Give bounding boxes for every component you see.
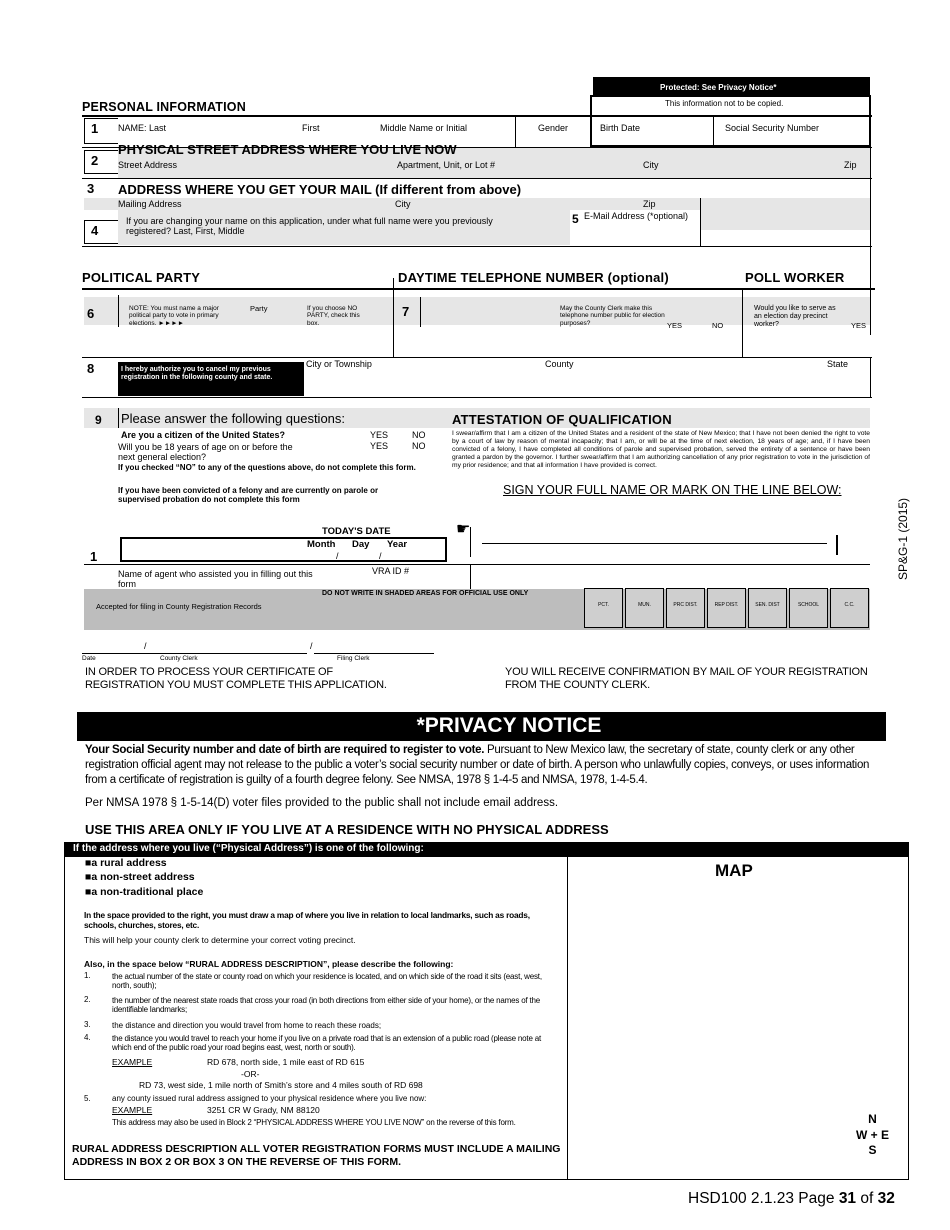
clerk-sep: / bbox=[310, 641, 313, 651]
shaded-area bbox=[701, 210, 870, 230]
item-num: 4. bbox=[84, 1033, 91, 1042]
item-2: the number of the nearest state roads that cross your road (in both directions from either side of your home), or the names of the identifiable landmarks; bbox=[112, 996, 541, 1015]
item-5: any county issued rural address assigned to your physical residence where you live now: bbox=[112, 1094, 427, 1103]
row-2-number: 2 bbox=[84, 150, 118, 174]
zip-label: Zip bbox=[844, 160, 857, 170]
gender-label: Gender bbox=[538, 123, 569, 133]
clerk-sep: / bbox=[144, 641, 147, 651]
compass-icon bbox=[845, 1112, 900, 1159]
page-total: 32 bbox=[877, 1190, 895, 1207]
row-7-number: 7 bbox=[402, 304, 410, 319]
political-party-title: POLITICAL PARTY bbox=[82, 270, 201, 285]
example-2: RD 73, west side, 1 mile north of Smith’s store and 4 miles south of RD 698 bbox=[139, 1080, 423, 1090]
divider bbox=[118, 295, 119, 327]
divider bbox=[742, 290, 743, 358]
divider bbox=[713, 115, 714, 147]
compass-we: W + E bbox=[855, 1127, 889, 1142]
physical-address-title: PHYSICAL STREET ADDRESS WHERE YOU LIVE NOW bbox=[118, 142, 457, 157]
official-cell: SEN. DIST bbox=[748, 588, 787, 628]
or-text: -OR- bbox=[241, 1069, 260, 1079]
q2-text: Will you be 18 years of age on or before the next general election? bbox=[118, 442, 293, 463]
row-9-number: 9 bbox=[95, 413, 102, 427]
party-label: Party bbox=[250, 304, 268, 313]
mail-address-title: ADDRESS WHERE YOU GET YOUR MAIL (If different from above) bbox=[118, 182, 522, 197]
divider bbox=[118, 408, 119, 428]
date-slash: / bbox=[379, 551, 382, 561]
authorize-text: I hereby authorize you to cancel my previous registration in the following county and state. bbox=[121, 366, 273, 382]
divider bbox=[470, 564, 471, 589]
map-instructions: In the space provided to the right, you must draw a map of where you live in relation to local landmarks, such as roads, schools, churches, stores, etc. bbox=[84, 910, 530, 930]
divider bbox=[836, 535, 838, 555]
bullet-text: a rural address bbox=[91, 857, 167, 869]
row-3-number: 3 bbox=[87, 181, 95, 196]
zip2-label: Zip bbox=[643, 199, 656, 209]
item-4: the distance you would travel to reach your home if you live on a private road that is an extension of a public road (please note at which end of the public road your road begins east, west, north or south). bbox=[112, 1034, 541, 1053]
official-cell: PCT. bbox=[584, 588, 623, 628]
row-1b-number: 1 bbox=[90, 549, 98, 564]
example-3: 3251 CR W Grady, NM 88120 bbox=[207, 1105, 320, 1115]
sign-instruction: SIGN YOUR FULL NAME OR MARK ON THE LINE BELOW: bbox=[503, 483, 842, 497]
official-cell: MUN. bbox=[625, 588, 664, 628]
birth-date-label: Birth Date bbox=[600, 123, 641, 133]
name-last-label: NAME: Last bbox=[118, 123, 167, 133]
poll-question: Would you like to serve as an election day precinct worker? bbox=[754, 305, 836, 329]
rural-header: If the address where you live (“Physical Address”) is one of the following: bbox=[73, 843, 424, 854]
q2-no: NO bbox=[412, 441, 426, 451]
bullet-3: ■a non-traditional place bbox=[85, 886, 204, 898]
form-id: SP&G-1 (2015) bbox=[896, 497, 910, 580]
row-1-number: 1 bbox=[84, 118, 118, 144]
email-label: E-Mail Address (*optional) bbox=[584, 211, 689, 221]
year-label: Year bbox=[387, 539, 408, 550]
divider bbox=[567, 856, 568, 1180]
divider bbox=[82, 178, 872, 179]
item-num: 1. bbox=[84, 971, 91, 980]
date-slash: / bbox=[336, 551, 339, 561]
confirmation-note: YOU WILL RECEIVE CONFIRMATION BY MAIL OF YOUR REGISTRATION FROM THE COUNTY CLERK. bbox=[505, 666, 868, 691]
divider bbox=[470, 527, 471, 557]
mailing-label: Mailing Address bbox=[118, 199, 182, 209]
yes-label: YES bbox=[667, 321, 683, 330]
pointing-hand-icon: ☛ bbox=[456, 521, 471, 538]
q1-text: Are you a citizen of the United States? bbox=[121, 430, 286, 440]
divider bbox=[84, 564, 870, 565]
rural-final-note: RURAL ADDRESS DESCRIPTION ALL VOTER REGISTRATION FORMS MUST INCLUDE A MAILING ADDRESS IN BOX 2 OR BOX 3 ON THE REVERSE OF THIS FORM. bbox=[72, 1143, 561, 1169]
bullet-text: a non-traditional place bbox=[91, 886, 204, 898]
email-note: Per NMSA 1978 § 1-5-14(D) voter files provided to the public shall not include email address. bbox=[85, 797, 559, 809]
q1-no: NO bbox=[412, 430, 426, 440]
warning-2: If you have been convicted of a felony and are currently on parole or supervised probation do not complete this form bbox=[118, 486, 379, 505]
city2-label: City bbox=[395, 199, 411, 209]
example-label: EXAMPLE bbox=[112, 1057, 153, 1067]
privacy-body: Pursuant to New Mexico law, the secretary of state, county clerk or any other registration official agent may not release to the public a voter’s social security number or date of birth. A person who unlawfully copies, conveys, or uses information from a certificate of registration is guilty of a fourth degree felony. See NMSA, 1978 § 1-4-5 and NMSA, 1978, 1-4-5.4. bbox=[85, 744, 870, 786]
poll-worker-title: POLL WORKER bbox=[745, 270, 845, 285]
signature-line[interactable] bbox=[482, 543, 827, 544]
state-label: State bbox=[827, 359, 849, 369]
county-clerk-caption: County Clerk bbox=[160, 655, 198, 662]
q1-yes: YES bbox=[370, 430, 389, 440]
use-area-title: USE THIS AREA ONLY IF YOU LIVE AT A RESIDENCE WITH NO PHYSICAL ADDRESS bbox=[85, 822, 609, 837]
map-drawing-area[interactable] bbox=[570, 885, 906, 1110]
row-5-number: 5 bbox=[572, 212, 579, 226]
privacy-text bbox=[85, 743, 885, 788]
example-1: RD 678, north side, 1 mile east of RD 615 bbox=[207, 1057, 365, 1067]
divider bbox=[82, 357, 872, 358]
month-label: Month bbox=[307, 539, 336, 550]
divider bbox=[870, 95, 871, 335]
divider bbox=[82, 653, 307, 654]
vra-label: VRA ID # bbox=[372, 566, 410, 576]
divider bbox=[82, 246, 872, 247]
item-1: the actual number of the state or county road on which your residence is located, and on which side of the road it sits (east, west, north, south); bbox=[112, 972, 542, 991]
official-cell: PRC DIST. bbox=[666, 588, 705, 628]
shaded-area bbox=[84, 198, 870, 210]
personal-info-title: PERSONAL INFORMATION bbox=[82, 100, 246, 114]
privacy-bold: Your Social Security number and date of birth are required to register to vote. bbox=[85, 744, 485, 756]
day-label: Day bbox=[352, 539, 370, 550]
filing-clerk-caption: Filing Clerk bbox=[337, 655, 370, 662]
clerk-question: May the County Clerk make this telephone number public for election purposes? bbox=[560, 305, 665, 327]
divider bbox=[393, 278, 394, 358]
divider bbox=[515, 115, 516, 147]
attestation-text: I swear/affirm that I am a citizen of the United States and a resident of the state of New Mexico; that I have not been denied the right to vote by a court of law by reason of mental incapacity; that I am, or will be at the time of next election, 18 years of age; and, if I have been convicted of a felony, I have completed all conditions of parole and supervised probation, served the entirety of a sentence or have been granted a pardon by the governor. I further swear/affirm that I am authorizing cancellation of any prior registration to vote in the jurisdiction of my prior residence; and that all information I have provided is correct. bbox=[452, 430, 870, 470]
compass-s: S bbox=[868, 1143, 877, 1158]
item-num: 5. bbox=[84, 1094, 91, 1103]
do-not-write: DO NOT WRITE IN SHADED AREAS FOR OFFICIAL USE ONLY bbox=[322, 590, 529, 597]
accepted-label: Accepted for filing in County Registration Records bbox=[96, 602, 262, 611]
apt-label: Apartment, Unit, or Lot # bbox=[397, 160, 496, 170]
no-label: NO bbox=[712, 321, 724, 330]
not-copied-text: This information not to be copied. bbox=[665, 99, 784, 108]
no-party-label: If you choose NO PARTY, check this box. bbox=[307, 305, 360, 327]
protected-text: Protected: See Privacy Notice* bbox=[660, 83, 777, 92]
divider bbox=[82, 115, 872, 117]
row-8-number: 8 bbox=[87, 361, 95, 376]
divider bbox=[82, 397, 872, 398]
official-cell: SCHOOL bbox=[789, 588, 828, 628]
divider bbox=[870, 357, 871, 397]
agent-label: Name of agent who assisted you in filling out this form bbox=[118, 569, 313, 590]
also-text: Also, in the space below “RURAL ADDRESS DESCRIPTION”, please describe the following: bbox=[84, 959, 454, 969]
questions-prompt: Please answer the following questions: bbox=[121, 411, 346, 426]
doc-id: HSD100 2.1.23 Page bbox=[688, 1190, 839, 1207]
date-caption: Date bbox=[82, 655, 96, 662]
date-input[interactable] bbox=[120, 537, 447, 562]
of-text: of bbox=[856, 1190, 878, 1207]
middle-label: Middle Name or Initial bbox=[380, 123, 468, 133]
county-label: County bbox=[545, 359, 574, 369]
item-num: 3. bbox=[84, 1020, 91, 1029]
divider bbox=[82, 288, 875, 290]
item-num: 2. bbox=[84, 995, 91, 1004]
privacy-title: *PRIVACY NOTICE bbox=[416, 714, 602, 737]
city-label: City bbox=[643, 160, 659, 170]
warning-1: If you checked “NO” to any of the questions above, do not complete this form. bbox=[118, 463, 416, 472]
divider bbox=[314, 653, 434, 654]
q2-yes: YES bbox=[370, 441, 389, 451]
attestation-title: ATTESTATION OF QUALIFICATION bbox=[452, 412, 672, 427]
party-note: NOTE: You must name a major political party to vote in primary elections. ►►►► bbox=[129, 305, 219, 327]
item-3: the distance and direction you would travel from home to reach these roads; bbox=[112, 1021, 382, 1030]
name-change-label: If you are changing your name on this application, under what full name were you previously registered? Last, First, Middle bbox=[126, 216, 493, 237]
ssn-label: Social Security Number bbox=[725, 123, 820, 133]
page-number: 31 bbox=[838, 1190, 857, 1207]
divider bbox=[420, 297, 421, 327]
poll-yes-label: YES bbox=[851, 321, 867, 330]
help-text: This will help your county clerk to determine your correct voting precinct. bbox=[84, 935, 356, 945]
official-cell: REP DIST. bbox=[707, 588, 746, 628]
phone-title: DAYTIME TELEPHONE NUMBER (optional) bbox=[398, 270, 669, 285]
map-title: MAP bbox=[715, 861, 753, 880]
row-4-number: 4 bbox=[84, 220, 118, 244]
bullet-text: a non-street address bbox=[91, 871, 195, 883]
official-cell: C.C. bbox=[830, 588, 869, 628]
block2-note: This address may also be used in Block 2 “PHYSICAL ADDRESS WHERE YOU LIVE NOW” on the reverse of this form. bbox=[112, 1118, 516, 1127]
page-footer bbox=[688, 1190, 895, 1207]
todays-date-label: TODAY'S DATE bbox=[322, 526, 391, 537]
first-label: First bbox=[302, 123, 320, 133]
process-note: IN ORDER TO PROCESS YOUR CERTIFICATE OF REGISTRATION YOU MUST COMPLETE THIS APPLICATION. bbox=[85, 666, 387, 691]
bullet-2: ■a non-street address bbox=[85, 871, 195, 883]
example-label: EXAMPLE bbox=[112, 1105, 153, 1115]
street-label: Street Address bbox=[118, 160, 178, 170]
bullet-1: ■a rural address bbox=[85, 857, 167, 869]
compass-n: N bbox=[868, 1112, 877, 1126]
row-6-number: 6 bbox=[87, 306, 95, 321]
city-town-label: City or Township bbox=[306, 359, 372, 369]
